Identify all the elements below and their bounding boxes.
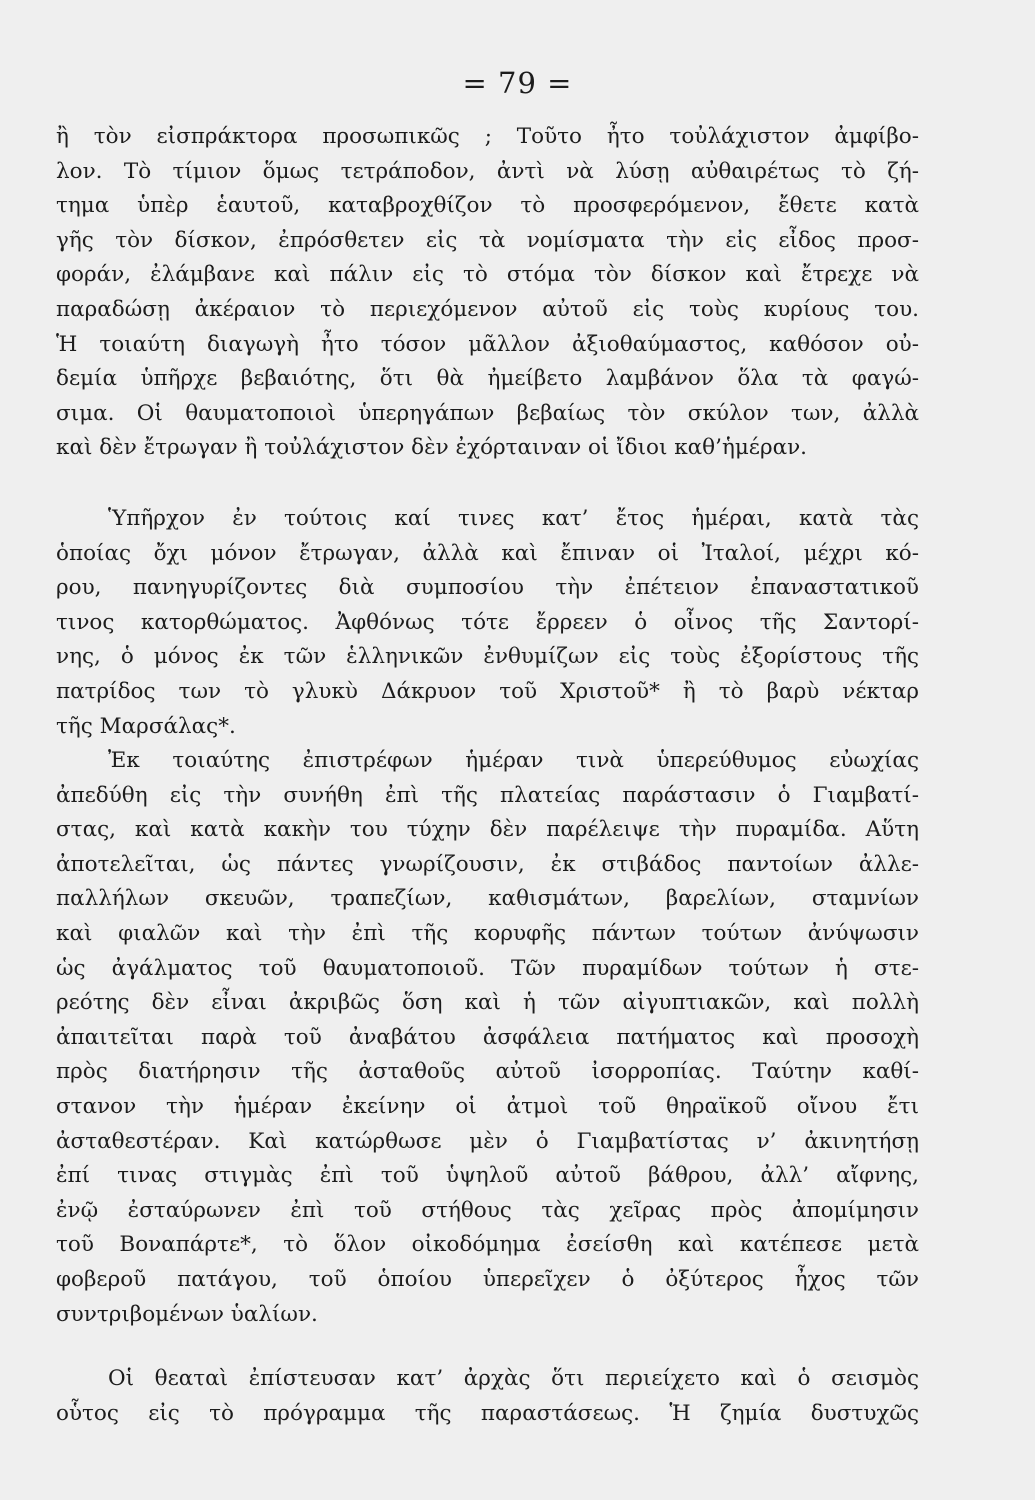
- text-line: πατρίδος των τὸ γλυκὺ Δάκρυον τοῦ Χριστοῦ* ἢ τὸ βαρὺ νέκταρ: [56, 678, 919, 704]
- text-line: ἀπαιτεῖται παρὰ τοῦ ἀναβάτου ἀσφάλεια πατήματος καὶ προσοχὴ: [56, 1024, 919, 1050]
- text-line: καὶ δὲν ἔτρωγαν ἢ τοὐλάχιστον δὲν ἐχόρταιναν οἱ ἴδιοι καθ’ἡμέραν.: [56, 435, 808, 461]
- text-line: ρεότης δὲν εἶναι ἀκριβῶς ὅση καὶ ἡ τῶν αἰγυπτιακῶν, καὶ πολλὴ: [56, 990, 919, 1016]
- text-line: ἐπί τινας στιγμὰς ἐπὶ τοῦ ὑψηλοῦ αὐτοῦ βάθρου, ἀλλ’ αἴφνης,: [56, 1163, 919, 1189]
- text-line: φοβεροῦ πατάγου, τοῦ ὁποίου ὑπερεῖχεν ὁ ὀξύτερος ἦχος τῶν: [56, 1266, 919, 1292]
- text-line: γῆς τὸν δίσκον, ἐπρόσθετεν εἰς τὰ νομίσματα τὴν εἰς εἶδος προσ-: [56, 227, 919, 253]
- text-line: παραδώσῃ ἀκέραιον τὸ περιεχόμενον αὐτοῦ εἰς τοὺς κυρίους του.: [56, 296, 919, 322]
- text-line: ἐνῷ ἐσταύρωνεν ἐπὶ τοῦ στήθους τὰς χεῖρας πρὸς ἀπομίμησιν: [56, 1197, 919, 1223]
- page-number: = 79 =: [462, 66, 573, 100]
- paragraph-1: [56, 120, 919, 466]
- paragraph-3: [56, 744, 919, 1332]
- text-line: σιμα. Οἱ θαυματοποιοὶ ὑπερηγάπων βεβαίως τὸν σκύλον των, ἀλλὰ: [56, 400, 919, 426]
- text-line: στανον τὴν ἡμέραν ἐκείνην οἱ ἀτμοὶ τοῦ θηραϊκοῦ οἴνου ἔτι: [56, 1093, 919, 1119]
- text-line: τῆς Μαρσάλας*.: [56, 713, 236, 739]
- text-line: ὁποίας ὄχι μόνον ἔτρωγαν, ἀλλὰ καὶ ἔπιναν οἱ Ἰταλοί, μέχρι κό-: [56, 540, 919, 566]
- text-line: ἢ τὸν εἰσπράκτορα προσωπικῶς ; Τοῦτο ἦτο τοὐλάχιστον ἀμφίβο-: [56, 124, 919, 149]
- text-line: οὗτος εἰς τὸ πρόγραμμα τῆς παραστάσεως. Ἡ ζημία δυστυχῶς: [56, 1400, 919, 1426]
- text-line: Ὑπῆρχον ἐν τούτοις καί τινες κατ’ ἔτος ἡμέραι, κατὰ τὰς: [108, 506, 919, 531]
- text-line: Οἱ θεαταὶ ἐπίστευσαν κατ’ ἀρχὰς ὅτι περιείχετο καὶ ὁ σεισμὸς: [108, 1366, 919, 1391]
- text-line: νης, ὁ μόνος ἐκ τῶν ἑλληνικῶν ἐνθυμίζων εἰς τοὺς ἐξορίστους τῆς: [56, 644, 919, 670]
- text-line: στας, καὶ κατὰ κακὴν του τύχην δὲν παρέλειψε τὴν πυραμίδα. Αὕτη: [56, 817, 919, 843]
- text-line: τοῦ Βοναπάρτε*, τὸ ὅλον οἰκοδόμημα ἐσείσθη καὶ κατέπεσε μετὰ: [56, 1232, 919, 1258]
- text-line: λον. Τὸ τίμιον ὅμως τετράποδον, ἀντὶ νὰ λύσῃ αὐθαιρέτως τὸ ζή-: [56, 158, 919, 184]
- text-line: τινος κατορθώματος. Ἀφθόνως τότε ἔρρεεν ὁ οἶνος τῆς Σαντορί-: [56, 609, 919, 635]
- text-line: ἀσταθεστέραν. Καὶ κατώρθωσε μὲν ὁ Γιαμβατίστας ν’ ἀκινητήσῃ: [56, 1128, 919, 1154]
- text-line: Ἐκ τοιαύτης ἐπιστρέφων ἡμέραν τινὰ ὑπερεύθυμος εὐωχίας: [108, 748, 919, 773]
- paragraph-4: [56, 1362, 919, 1431]
- text-line: δεμία ὑπῆρχε βεβαιότης, ὅτι θὰ ἠμείβετο λαμβάνον ὅλα τὰ φαγώ-: [56, 366, 919, 392]
- text-line: ὡς ἀγάλματος τοῦ θαυματοποιοῦ. Τῶν πυραμίδων τούτων ἡ στε-: [56, 955, 919, 981]
- text-line: φοράν, ἐλάμβανε καὶ πάλιν εἰς τὸ στόμα τὸν δίσκον καὶ ἔτρεχε νὰ: [56, 262, 919, 288]
- text-line: ρου, πανηγυρίζοντες διὰ συμποσίου τὴν ἐπέτειον ἐπαναστατικοῦ: [56, 575, 919, 601]
- text-line: ἀπεδύθη εἰς τὴν συνήθη ἐπὶ τῆς πλατείας παράστασιν ὁ Γιαμβατί-: [56, 782, 919, 808]
- paragraph-2: [56, 502, 919, 744]
- text-line: παλλήλων σκευῶν, τραπεζίων, καθισμάτων, βαρελίων, σταμνίων: [56, 886, 919, 912]
- text-line: πρὸς διατήρησιν τῆς ἀσταθοῦς αὐτοῦ ἰσορροπίας. Ταύτην καθί-: [56, 1059, 919, 1085]
- text-line: καὶ φιαλῶν καὶ τὴν ἐπὶ τῆς κορυφῆς πάντων τούτων ἀνύψωσιν: [56, 920, 919, 946]
- text-line: Ἡ τοιαύτη διαγωγὴ ἦτο τόσον μᾶλλον ἀξιοθαύμαστος, καθόσον οὐ-: [56, 331, 919, 357]
- text-line: τημα ὑπὲρ ἑαυτοῦ, καταβροχθίζον τὸ προσφερόμενον, ἔθετε κατὰ: [56, 193, 919, 219]
- text-line: ἀποτελεῖται, ὡς πάντες γνωρίζουσιν, ἐκ στιβάδος παντοίων ἀλλε-: [56, 851, 919, 877]
- text-line: συντριβομένων ὑαλίων.: [56, 1301, 318, 1327]
